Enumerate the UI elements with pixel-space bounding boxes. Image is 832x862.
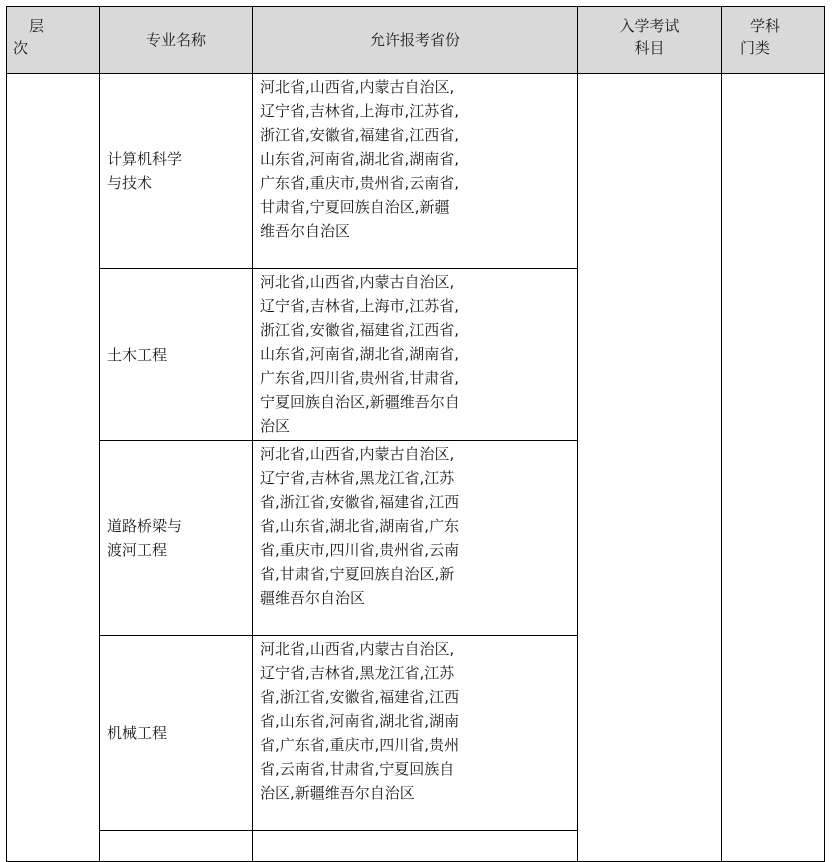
provinces-cell (253, 74, 578, 269)
majors-table (6, 6, 825, 862)
header-discipline-line1: 学科 (750, 17, 781, 35)
provinces-cell-partial (253, 831, 578, 862)
major-name-line: 计算机科学 (107, 150, 183, 168)
header-discipline (722, 7, 825, 74)
header-level (7, 7, 100, 74)
provinces-text: 河北省,山西省,内蒙古自治区,辽宁省,吉林省,黑龙江省,江苏省,浙江省,安徽省,福建省,江西省,山东省,河南省,湖北省,湖南省,广东省,重庆市,四川省,贵州省,云南省,甘肃省,宁夏回族自治区,新疆维吾尔自治区 (260, 640, 460, 802)
major-cell-partial (100, 831, 253, 862)
major-cell (100, 269, 253, 441)
major-name-line: 与技术 (107, 174, 153, 192)
provinces-cell (253, 636, 578, 831)
major-cell (100, 441, 253, 636)
major-cell (100, 636, 253, 831)
provinces-text: 河北省,山西省,内蒙古自治区,辽宁省,吉林省,黑龙江省,江苏省,浙江省,安徽省,福建省,江西省,山东省,湖北省,湖南省,广东省,重庆市,四川省,贵州省,云南省,甘肃省,宁夏回族自治区,新疆维吾尔自治区 (260, 445, 460, 607)
major-name-line: 土木工程 (107, 345, 168, 364)
provinces-cell (253, 441, 578, 636)
major-name-line: 机械工程 (107, 724, 168, 742)
major-name-line: 渡河工程 (107, 541, 168, 559)
header-exam-subjects (578, 7, 722, 74)
major-name-line: 道路桥梁与 (107, 517, 183, 535)
major-cell (100, 74, 253, 269)
header-level-line1: 层 (29, 17, 45, 35)
provinces-text: 河北省,山西省,内蒙古自治区,辽宁省,吉林省,上海市,江苏省,浙江省,安徽省,福建省,江西省,山东省,河南省,湖北省,湖南省,广东省,四川省,贵州省,甘肃省,宁夏回族自治区,新疆维吾尔自治区 (260, 273, 460, 435)
header-row (7, 7, 825, 74)
header-discipline-line2: 门类 (740, 39, 771, 57)
level-cell (7, 74, 100, 862)
header-provinces: 允许报考省份 (253, 7, 578, 74)
table-row (7, 74, 825, 269)
exam-subjects-cell (578, 74, 722, 862)
header-level-line2: 次 (13, 39, 29, 57)
header-major-name: 专业名称 (100, 7, 253, 74)
header-exam-line2: 科目 (634, 39, 665, 57)
provinces-cell (253, 269, 578, 441)
header-exam-line1: 入学考试 (619, 17, 680, 35)
discipline-cell (722, 74, 825, 862)
provinces-text: 河北省,山西省,内蒙古自治区,辽宁省,吉林省,上海市,江苏省,浙江省,安徽省,福建省,江西省,山东省,河南省,湖北省,湖南省,广东省,重庆市,贵州省,云南省,甘肃省,宁夏回族自治区,新疆维吾尔自治区 (260, 78, 460, 240)
